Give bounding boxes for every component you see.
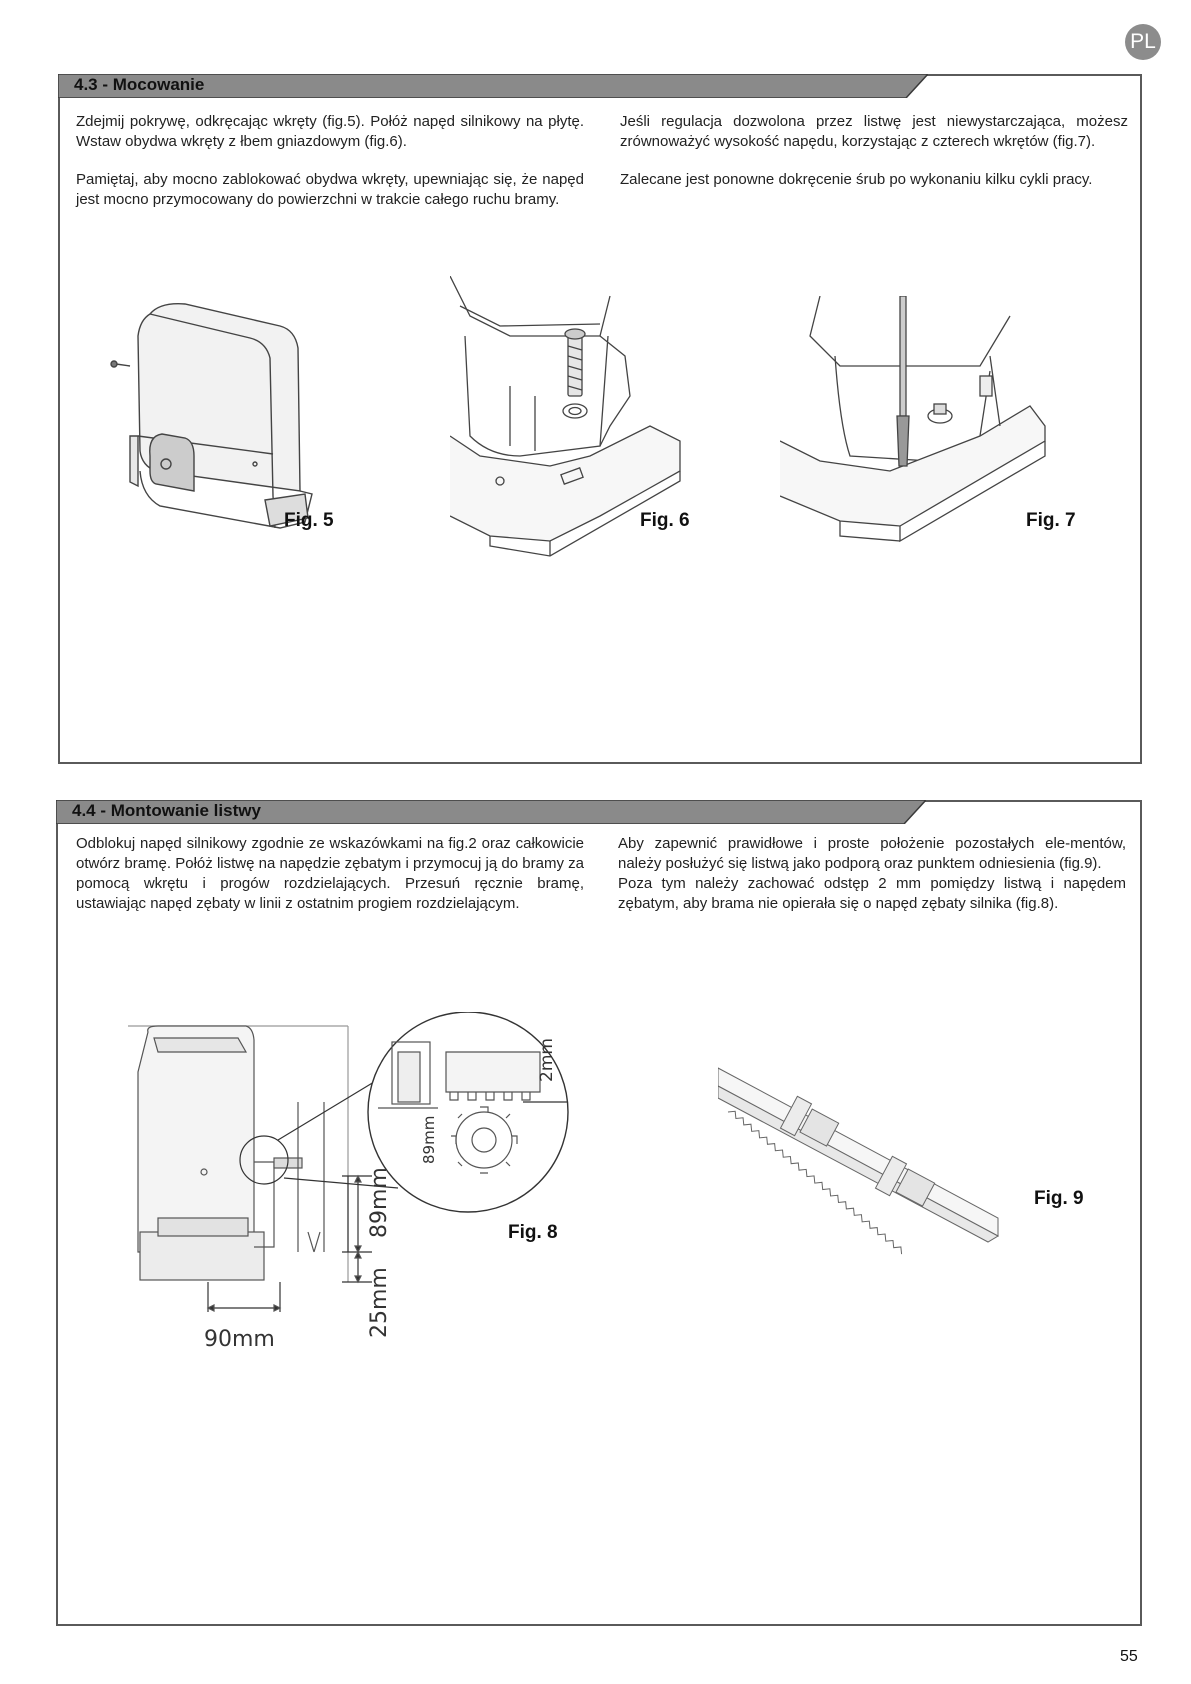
paragraph: Odblokuj napęd silnikowy zgodnie ze wskazówkami na fig.2 oraz całkowicie otwórz bramę. Połóż listwę na napędzie zębatym i przymocuj ją do bramy za pomocą wkrętu i progów rozdzielających. Przesuń ręcznie bramę, ustawiając napęd zębaty w linii z ostatnim progiem rozdzielającym. xyxy=(76,835,584,912)
paragraph: Poza tym należy zachować odstęp 2 mm pomiędzy listwą i napędem zębatym, aby brama nie opierała się o napęd zębaty silnika (fig.8). xyxy=(618,875,1126,912)
text-column-right xyxy=(620,112,1128,208)
text-column-left xyxy=(76,112,584,228)
figure-9-label: Fig. 9 xyxy=(1034,1188,1084,1209)
text-column-right xyxy=(618,834,1126,914)
figure-8-dimension-drawing xyxy=(128,1012,648,1362)
text-column-left xyxy=(76,834,584,914)
figure-6-label: Fig. 6 xyxy=(640,510,690,531)
section-header xyxy=(56,800,926,824)
section-title: 4.4 - Montowanie listwy xyxy=(72,801,261,820)
paragraph: Jeśli regulacja dozwolona przez listwę jest niewystarczająca, możesz zrównoważyć wysokość napędu, korzystając z czterech wkrętów (fig.7). xyxy=(620,113,1128,150)
section-rack-installation xyxy=(56,800,1142,1626)
paragraph: Zalecane jest ponowne dokręcenie śrub po wykonaniu kilku cykli pracy. xyxy=(620,171,1093,188)
dim-base-height: 25mm xyxy=(367,1267,392,1338)
paragraph: Pamiętaj, aby mocno zablokować obydwa wkręty, upewniając się, że napęd jest mocno przymocowany do powierzchni w trakcie całego ruchu bramy. xyxy=(76,171,584,208)
section-mounting xyxy=(58,74,1142,764)
figure-6-socket-screws xyxy=(450,276,690,626)
dim-gap-2mm: 2mm xyxy=(537,1038,557,1082)
figure-5-label: Fig. 5 xyxy=(284,510,334,531)
dim-width: 90mm xyxy=(204,1327,275,1352)
figure-9-gear-rack xyxy=(718,1058,1018,1258)
paragraph: Zdejmij pokrywę, odkręcając wkręty (fig.5). Połóż napęd silnikowy na płytę. Wstaw obydwa wkręty z łbem gniazdowym (fig.6). xyxy=(76,113,584,150)
dim-height-main: 89mm xyxy=(367,1167,392,1238)
section-title: 4.3 - Mocowanie xyxy=(74,75,205,94)
page-number: 55 xyxy=(1120,1648,1138,1665)
figure-7-label: Fig. 7 xyxy=(1026,510,1076,531)
section-header xyxy=(58,74,928,98)
dim-height-detail: 89mm xyxy=(420,1115,438,1164)
figure-8-label: Fig. 8 xyxy=(508,1222,558,1243)
figure-7-height-adjustment xyxy=(780,296,1050,626)
paragraph: Aby zapewnić prawidłowe i proste położenie pozostałych ele-mentów, należy posłużyć się listwą jako podporą oraz punktem odniesienia (fig.9). xyxy=(618,835,1126,872)
language-badge: PL xyxy=(1125,24,1161,60)
